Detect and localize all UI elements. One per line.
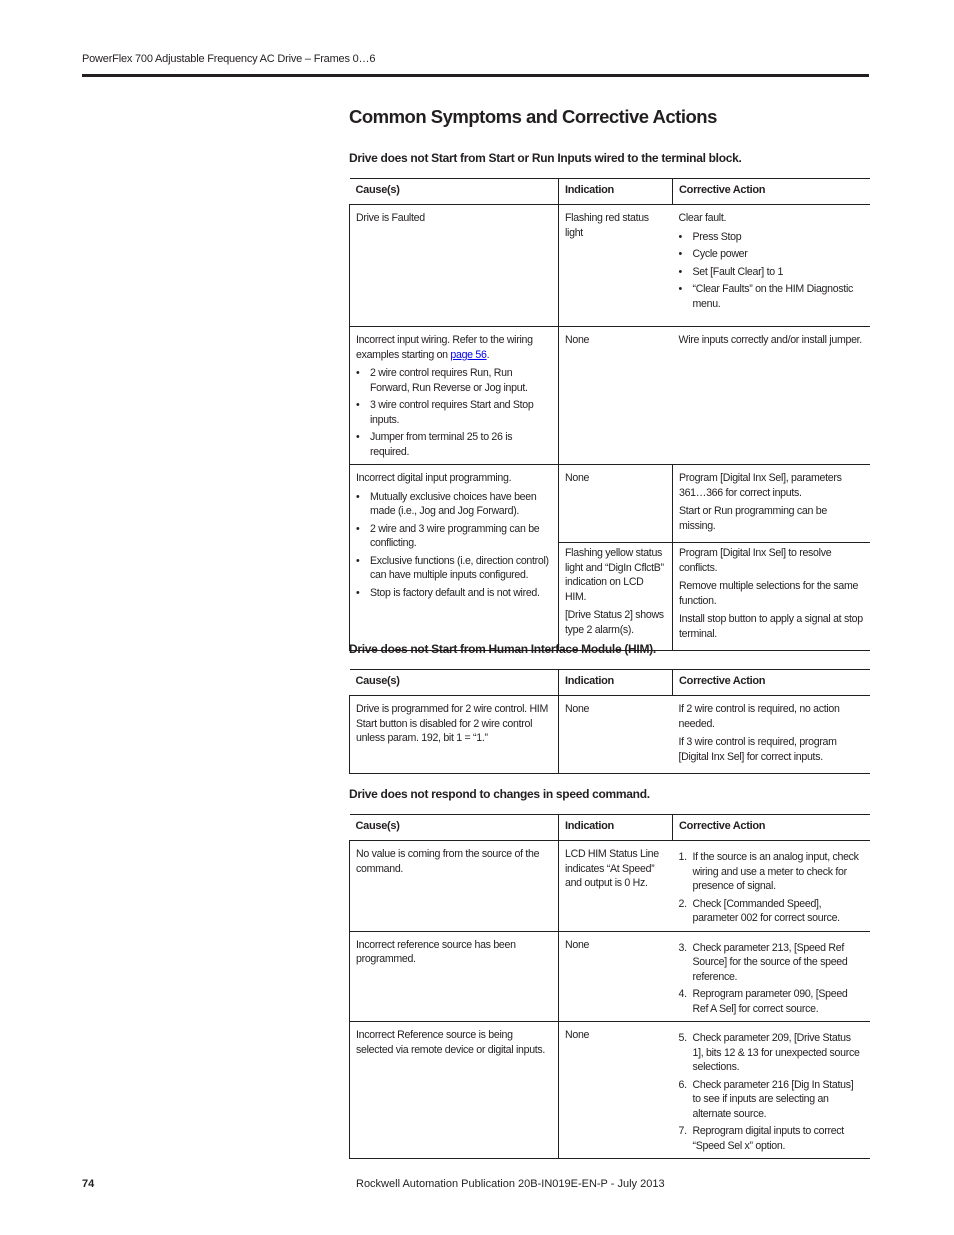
list-item	[678, 897, 864, 926]
header-rule	[82, 74, 869, 77]
action-text: Program [Digital Inx Sel], parameters 361…366 for correct inputs.	[679, 472, 842, 499]
cause-intro	[356, 333, 552, 362]
table-row	[350, 696, 870, 774]
cause-cell	[350, 465, 559, 651]
list-item: • 2 wire and 3 wire programming can be conflicting.	[370, 522, 552, 551]
list-item: • 2 wire control requires Run, Run Forward, Run Reverse or Jog input.	[370, 366, 552, 395]
list-item	[678, 987, 864, 1016]
item-text: Reprogram parameter 090, [Speed Ref A Sel] for correct source.	[692, 988, 848, 1015]
action-list	[679, 941, 864, 1017]
item-text: Check parameter 216 [Dig In Status] to see if inputs are selecting an alternate source.	[692, 1078, 854, 1120]
cause-cell: Incorrect Reference source is being selected via remote device or digital inputs.	[350, 1022, 559, 1159]
list-item: • Jumper from terminal 25 to 26 is required.	[370, 430, 552, 459]
table-row	[350, 1022, 870, 1159]
list-item	[678, 941, 864, 985]
page-number: 74	[82, 1178, 95, 1190]
running-header: PowerFlex 700 Adjustable Frequency AC Drive – Frames 0…6	[82, 53, 376, 65]
item-number: 4.	[678, 988, 687, 1000]
page-link[interactable]: page 56	[450, 348, 487, 361]
table-header-row	[350, 670, 870, 696]
action-text: If 3 wire control is required, program [Digital Inx Sel] for correct inputs.	[678, 736, 837, 763]
col-header-cause: Cause(s)	[350, 179, 559, 205]
item-text: Check parameter 209, [Drive Status 1], bits 12 & 13 for unexpected source selections.	[692, 1032, 860, 1073]
action-text: If 2 wire control is required, no action needed.	[678, 703, 840, 730]
indication-cell: None	[559, 696, 673, 774]
cause-cell	[350, 327, 559, 465]
col-header-cause: Cause(s)	[350, 670, 559, 696]
cause-text-end: .	[486, 348, 490, 361]
item-number: 7.	[678, 1125, 687, 1137]
table2-heading: Drive does not Start from Human Interface Module (HIM).	[349, 642, 656, 656]
list-item: • Press Stop	[693, 230, 864, 245]
col-header-action: Corrective Action	[673, 179, 870, 205]
item-text: If the source is an analog input, check wiring and use a meter to check for presence of signal.	[692, 851, 859, 892]
item-number: 5.	[678, 1032, 687, 1044]
list-item	[678, 850, 864, 894]
indication-text: Flashing yellow status light and “DigIn CflctB” indication on LCD HIM.	[565, 547, 664, 603]
indication-cell: None	[559, 1022, 673, 1159]
publication-footer: Rockwell Automation Publication 20B-IN019E-EN-P - July 2013	[356, 1178, 665, 1190]
action-list	[679, 1031, 864, 1153]
action-list	[679, 230, 864, 312]
table-row	[350, 931, 870, 1022]
action-text: Program [Digital Inx Sel] to resolve conflicts.	[679, 547, 832, 574]
cause-cell: Incorrect reference source has been programmed.	[350, 931, 559, 1022]
table1-heading: Drive does not Start from Start or Run Inputs wired to the terminal block.	[349, 151, 742, 165]
item-number: 2.	[678, 897, 687, 910]
item-number: 1.	[678, 851, 687, 863]
indication-cell: LCD HIM Status Line indicates “At Speed” and output is 0 Hz.	[559, 841, 673, 932]
cause-list	[356, 490, 552, 601]
list-item: • Mutually exclusive choices have been made (i.e., Jog and Jog Forward).	[370, 490, 552, 519]
cause-list	[356, 366, 552, 459]
col-header-indication: Indication	[559, 179, 673, 205]
cause-cell: Drive is Faulted	[350, 205, 559, 327]
action-text: Install stop button to apply a signal at stop terminal.	[679, 613, 863, 640]
col-header-action: Corrective Action	[673, 670, 870, 696]
indication-cell: Flashing red status light	[559, 205, 673, 327]
table-row	[350, 841, 870, 932]
list-item	[678, 1078, 864, 1122]
item-number: 6.	[678, 1078, 687, 1091]
col-header-indication: Indication	[559, 670, 673, 696]
indication-cell: None	[559, 931, 673, 1022]
cause-cell: No value is coming from the source of the command.	[350, 841, 559, 932]
list-item: • Set [Fault Clear] to 1	[693, 265, 864, 280]
action-cell	[673, 696, 870, 774]
action-cell	[673, 841, 870, 932]
action-cell	[673, 543, 870, 651]
action-cell: Wire inputs correctly and/or install jumper.	[673, 327, 870, 465]
list-item: • 3 wire control requires Start and Stop inputs.	[370, 398, 552, 427]
list-item: • Exclusive functions (i.e, direction control) can have multiple inputs configured.	[370, 554, 552, 583]
col-header-cause: Cause(s)	[350, 815, 559, 841]
table2	[349, 669, 870, 774]
cause-text: Incorrect input wiring. Refer to the wiring examples starting on	[356, 334, 533, 361]
list-item: • “Clear Faults” on the HIM Diagnostic menu.	[693, 282, 864, 311]
list-item: • Stop is factory default and is not wired.	[370, 586, 552, 601]
section-title: Common Symptoms and Corrective Actions	[349, 106, 717, 127]
list-item	[678, 1031, 864, 1075]
indication-text: [Drive Status 2] shows type 2 alarm(s).	[565, 609, 664, 636]
indication-cell: None	[559, 327, 673, 465]
action-intro: Clear fault.	[678, 212, 727, 224]
col-header-indication: Indication	[559, 815, 673, 841]
item-number: 3.	[678, 941, 687, 954]
item-text: Reprogram digital inputs to correct “Speed Sel x” option.	[692, 1125, 844, 1152]
table-header-row	[350, 179, 870, 205]
table3-heading: Drive does not respond to changes in speed command.	[349, 787, 650, 801]
table1	[349, 178, 870, 651]
cause-intro: Incorrect digital input programming.	[356, 472, 512, 484]
item-text: Check parameter 213, [Speed Ref Source] for the source of the speed reference.	[692, 941, 848, 983]
action-cell	[673, 1022, 870, 1159]
action-text: Remove multiple selections for the same function.	[679, 580, 859, 607]
indication-cell: None	[559, 465, 673, 543]
table-header-row	[350, 815, 870, 841]
cause-cell: Drive is programmed for 2 wire control. HIM Start button is disabled for 2 wire control unless param. 192, bit 1 = “1.”	[350, 696, 559, 774]
action-text: Start or Run programming can be missing.	[679, 505, 827, 532]
list-item	[678, 1124, 864, 1153]
list-item: • Cycle power	[693, 247, 864, 262]
action-cell	[673, 465, 870, 543]
col-header-action: Corrective Action	[673, 815, 870, 841]
item-text: Check [Commanded Speed], parameter 002 for correct source.	[692, 897, 840, 924]
table-row	[350, 465, 870, 543]
table-row	[350, 205, 870, 327]
action-cell	[673, 931, 870, 1022]
action-cell	[673, 205, 870, 327]
indication-cell	[559, 543, 673, 651]
action-list	[679, 850, 864, 926]
table-row	[350, 327, 870, 465]
table3	[349, 814, 870, 1159]
